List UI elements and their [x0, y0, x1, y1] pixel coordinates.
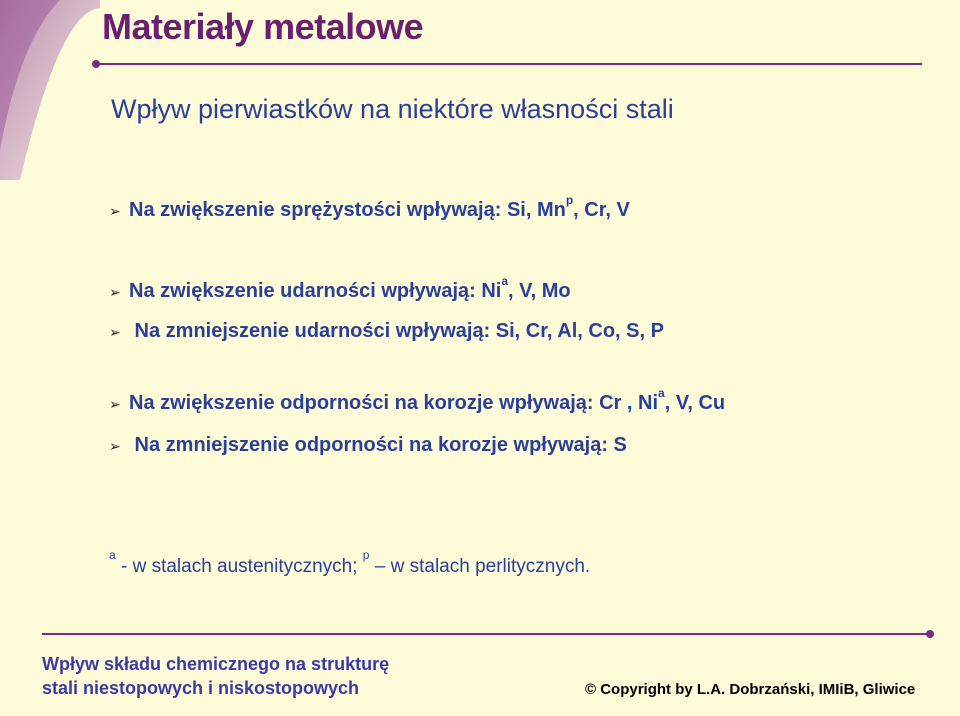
slide-subtitle: Wpływ pierwiastków na niektóre własności stali [111, 94, 674, 124]
corner-decoration [0, 0, 100, 180]
bullet-item: ➢ Na zwiększenie odporności na korozje wpływają: Cr , Ni$^a$, V, Cu [109, 386, 726, 414]
arrowhead-right-icon: ➢ [109, 284, 121, 300]
copyright-text: © Copyright by L.A. Dobrzański, IMIiB, Gliwice [585, 681, 916, 698]
bullet-item: ➢ Na zwiększenie sprężystości wpływają: Si, Mn$^p$, Cr, V [109, 193, 630, 221]
footer-divider [42, 633, 930, 635]
arrowhead-right-icon: ➢ [109, 438, 121, 454]
arrowhead-right-icon: ➢ [109, 324, 121, 340]
bullet-item: ➢ Na zmniejszenie udarności wpływają: Si, Cr, Al, Co, S, P [109, 320, 664, 342]
page-title: Materiały metalowe [102, 6, 424, 47]
bullet-item: ➢ Na zwiększenie udarności wpływają: Ni$^a$, V, Mo [109, 274, 571, 302]
footer-line-1: Wpływ składu chemicznego na strukturę [42, 654, 390, 674]
footer-line-2: stali niestopowych i niskostopowych [42, 678, 360, 698]
arrowhead-right-icon: ➢ [109, 396, 121, 412]
arrowhead-right-icon: ➢ [109, 203, 121, 219]
bullet-item: ➢ Na zmniejszenie odporności na korozje wpływają: S [109, 434, 627, 456]
footnote: $^a$ - w stalach austenitycznych; $^p$ – w stalach perlitycznych. [109, 548, 591, 577]
title-divider [96, 63, 922, 65]
footer-caption [42, 652, 389, 700]
